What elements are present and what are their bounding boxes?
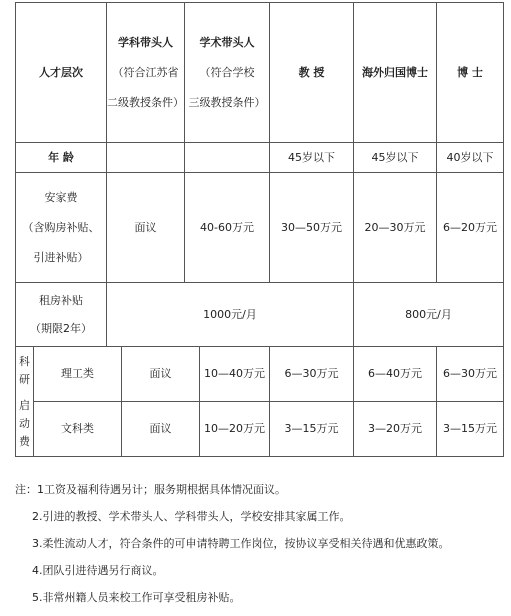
settle-label-3: 引进补贴） [33,250,89,264]
academic-leader-title: 学术带头人 [199,35,255,49]
rent-right-value: 800元/月 [354,283,504,347]
research-academic-leader: 10—20万元 [200,402,270,457]
settle-label-2: （含购房补贴、 [22,220,100,234]
note-item: 4.团队引进待遇另行商议。 [32,564,164,577]
research-label-char-3: 启 [19,398,30,412]
note-item: 注：1工资及福利待遇另计；服务期根据具体情况面议。 [15,483,286,496]
age-row [16,143,504,173]
research-row-science [16,347,504,402]
settle-academic-leader: 40-60万元 [185,173,270,283]
research-discipline-leader: 面议 [122,402,200,457]
header-overseas-phd: 海外归国博士 [354,3,437,143]
header-phd: 博 士 [437,3,504,143]
header-discipline-leader [107,3,185,143]
rent-label [16,283,107,347]
rent-label-1: 租房补贴 [39,293,83,307]
settle-label [16,173,107,283]
note-item: 5.非常州籍人员来校工作可享受租房补贴。 [32,591,241,604]
research-phd: 3—15万元 [437,402,504,457]
research-row-arts [16,402,504,457]
header-academic-leader [185,3,270,143]
settle-label-1: 安家费 [44,190,78,204]
research-label-char-1: 科 [19,354,30,368]
research-label-char-2: 研 [19,372,30,386]
research-label-char-5: 费 [19,434,30,448]
research-label-char-4: 动 [19,416,30,430]
age-academic-leader [185,143,270,173]
research-overseas-phd: 3—20万元 [354,402,437,457]
settle-phd: 6—20万元 [437,173,504,283]
header-category: 人才层次 [16,3,107,143]
settle-professor: 30—50万元 [270,173,354,283]
research-label [16,347,34,457]
settle-overseas-phd: 20—30万元 [354,173,437,283]
rent-label-2: （期限2年） [30,321,92,335]
header-row [16,3,504,143]
discipline-leader-note-2: 二级教授条件） [107,95,184,109]
discipline-leader-title: 学科带头人 [118,35,173,49]
research-phd: 6—30万元 [437,347,504,402]
notes-section [15,481,505,616]
age-overseas-phd: 45岁以下 [354,143,437,173]
research-professor: 3—15万元 [270,402,354,457]
academic-leader-note-2: 三级教授条件） [188,95,266,109]
discipline-leader-note-1: （符合江苏省 [112,65,179,79]
academic-leader-note-1: （符合学校 [199,65,255,79]
research-discipline-leader: 面议 [122,347,200,402]
research-type: 文科类 [34,402,122,457]
note-item: 3.柔性流动人才，符合条件的可申请特聘工作岗位，按协议享受相关待遇和优惠政策。 [32,537,450,550]
age-discipline-leader [107,143,185,173]
talent-policy-table [15,2,504,457]
age-phd: 40岁以下 [437,143,504,173]
note-item: 2.引进的教授、学术带头人、学科带头人，学校安排其家属工作。 [32,510,351,523]
rent-row [16,283,504,347]
header-professor: 教 授 [270,3,354,143]
research-overseas-phd: 6—40万元 [354,347,437,402]
rent-left-value: 1000元/月 [107,283,354,347]
settle-row [16,173,504,283]
research-professor: 6—30万元 [270,347,354,402]
research-academic-leader: 10—40万元 [200,347,270,402]
age-label: 年 龄 [16,143,107,173]
age-professor: 45岁以下 [270,143,354,173]
research-type: 理工类 [34,347,122,402]
settle-discipline-leader: 面议 [107,173,185,283]
